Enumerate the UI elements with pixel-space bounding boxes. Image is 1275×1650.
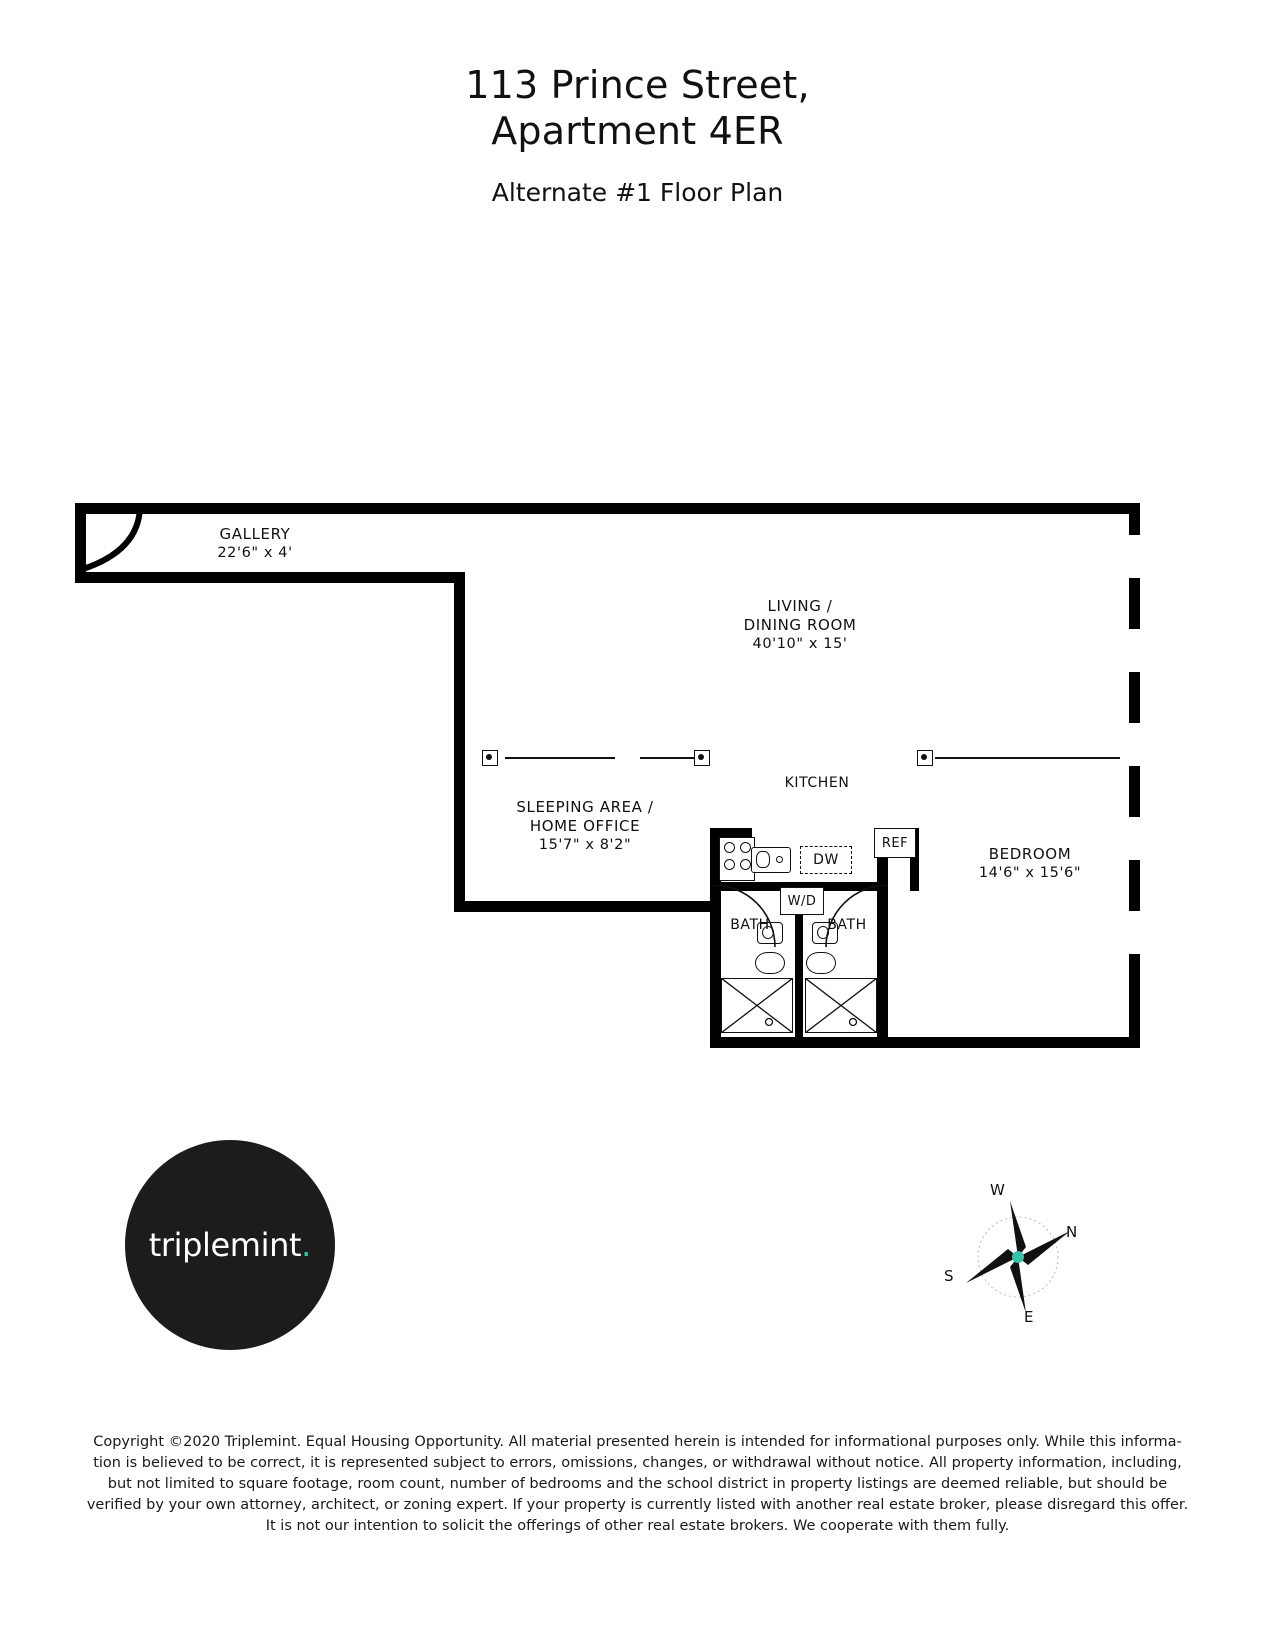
compass-label-south: S bbox=[944, 1267, 954, 1285]
door-swing-bath-left[interactable] bbox=[713, 885, 783, 947]
window-right-3 bbox=[1129, 722, 1140, 767]
bedroom-dimensions: 14'6" x 15'6" bbox=[978, 865, 1082, 881]
wall-sleeping-bottom bbox=[454, 901, 719, 912]
footer-line-5: It is not our intention to solicit the offerings of other real estate brokers. We cooperate with them fully. bbox=[265, 1518, 1010, 1534]
partition-line-sleeping bbox=[505, 757, 615, 759]
burner-4 bbox=[740, 859, 751, 870]
gallery-dimensions: 22'6" x 4' bbox=[217, 545, 293, 561]
burner-2 bbox=[740, 842, 751, 853]
wall-bedroom-bottom bbox=[710, 1037, 1140, 1048]
page-title-line1: 113 Prince Street, bbox=[465, 63, 810, 107]
room-label-living-dining bbox=[700, 597, 900, 654]
gallery-name: GALLERY bbox=[219, 525, 291, 543]
room-label-bedroom bbox=[925, 845, 1135, 883]
triplemint-logo bbox=[125, 1140, 335, 1350]
page-header bbox=[0, 62, 1275, 207]
logo-dot: . bbox=[301, 1226, 312, 1264]
window-right-1 bbox=[1129, 534, 1140, 579]
living-name-2: DINING ROOM bbox=[743, 616, 857, 634]
sleeping-name-2: HOME OFFICE bbox=[529, 817, 641, 835]
window-right-5 bbox=[1129, 910, 1140, 955]
footer-line-3: but not limited to square footage, room count, number of bedrooms and the school district in property listings are deemed reliable, but should be bbox=[107, 1476, 1168, 1492]
gallery-corner-curve bbox=[80, 508, 150, 578]
page-subtitle: Alternate #1 Floor Plan bbox=[491, 178, 784, 207]
footer-line-2: tion is believed to be correct, it is represented subject to errors, omissions, changes, or withdrawal without notice. All property information, including, bbox=[93, 1455, 1182, 1471]
window-right-2 bbox=[1129, 628, 1140, 673]
compass-label-west: W bbox=[990, 1181, 1005, 1199]
room-label-bath-left: BATH bbox=[730, 917, 770, 933]
partition-line-bedroom bbox=[935, 757, 1120, 759]
refrigerator-box bbox=[874, 828, 916, 858]
refrigerator-label: REF bbox=[881, 835, 909, 851]
logo-wordmark: triplemint bbox=[148, 1226, 302, 1264]
bath-left-toilet bbox=[755, 952, 785, 974]
pivot-door-middle[interactable] bbox=[694, 750, 710, 766]
living-name-1: LIVING / bbox=[767, 597, 833, 615]
washer-dryer-label: W/D bbox=[787, 893, 817, 909]
living-dimensions: 40'10" x 15' bbox=[752, 636, 848, 652]
wall-bath-divider bbox=[795, 912, 803, 1042]
wall-sleeping-left bbox=[454, 572, 465, 912]
floor-plan-diagram bbox=[0, 430, 1275, 1110]
footer-line-1: Copyright ©2020 Triplemint. Equal Housing Opportunity. All material presented herein is intended for informational purposes only. While this informa- bbox=[93, 1434, 1182, 1450]
compass-rose bbox=[940, 1175, 1100, 1335]
room-label-kitchen: KITCHEN bbox=[784, 775, 850, 791]
legal-footer bbox=[0, 1432, 1275, 1537]
pivot-door-left[interactable] bbox=[482, 750, 498, 766]
compass-label-east: E bbox=[1024, 1308, 1034, 1326]
room-label-sleeping-office bbox=[475, 798, 695, 855]
room-label-bath-right: BATH bbox=[827, 917, 867, 933]
footer-line-4: verified by your own attorney, architect, or zoning expert. If your property is currently listed with another real estate broker, please disregard this offer. bbox=[86, 1497, 1189, 1513]
room-label-gallery bbox=[175, 525, 335, 563]
sleeping-name-1: SLEEPING AREA / bbox=[516, 798, 654, 816]
kitchen-sink-faucet bbox=[776, 856, 783, 863]
pivot-door-right[interactable] bbox=[917, 750, 933, 766]
dishwasher-label: DW bbox=[813, 852, 839, 868]
wall-right-exterior bbox=[1129, 503, 1140, 1048]
compass-label-north: N bbox=[1066, 1223, 1078, 1241]
bath-right-tub-cross bbox=[805, 978, 877, 1033]
bedroom-name: BEDROOM bbox=[988, 845, 1072, 863]
burner-1 bbox=[724, 842, 735, 853]
burner-3 bbox=[724, 859, 735, 870]
bath-right-toilet bbox=[806, 952, 836, 974]
partition-line-kitchen bbox=[640, 757, 702, 759]
sleeping-dimensions: 15'7" x 8'2" bbox=[538, 837, 632, 853]
compass-graphic bbox=[940, 1175, 1100, 1335]
bath-left-tub-cross bbox=[721, 978, 793, 1033]
page-title-line2: Apartment 4ER bbox=[491, 109, 784, 153]
kitchen-sink-basin bbox=[756, 851, 770, 868]
door-swing-bath-right[interactable] bbox=[818, 885, 888, 947]
wall-top bbox=[75, 503, 1140, 514]
